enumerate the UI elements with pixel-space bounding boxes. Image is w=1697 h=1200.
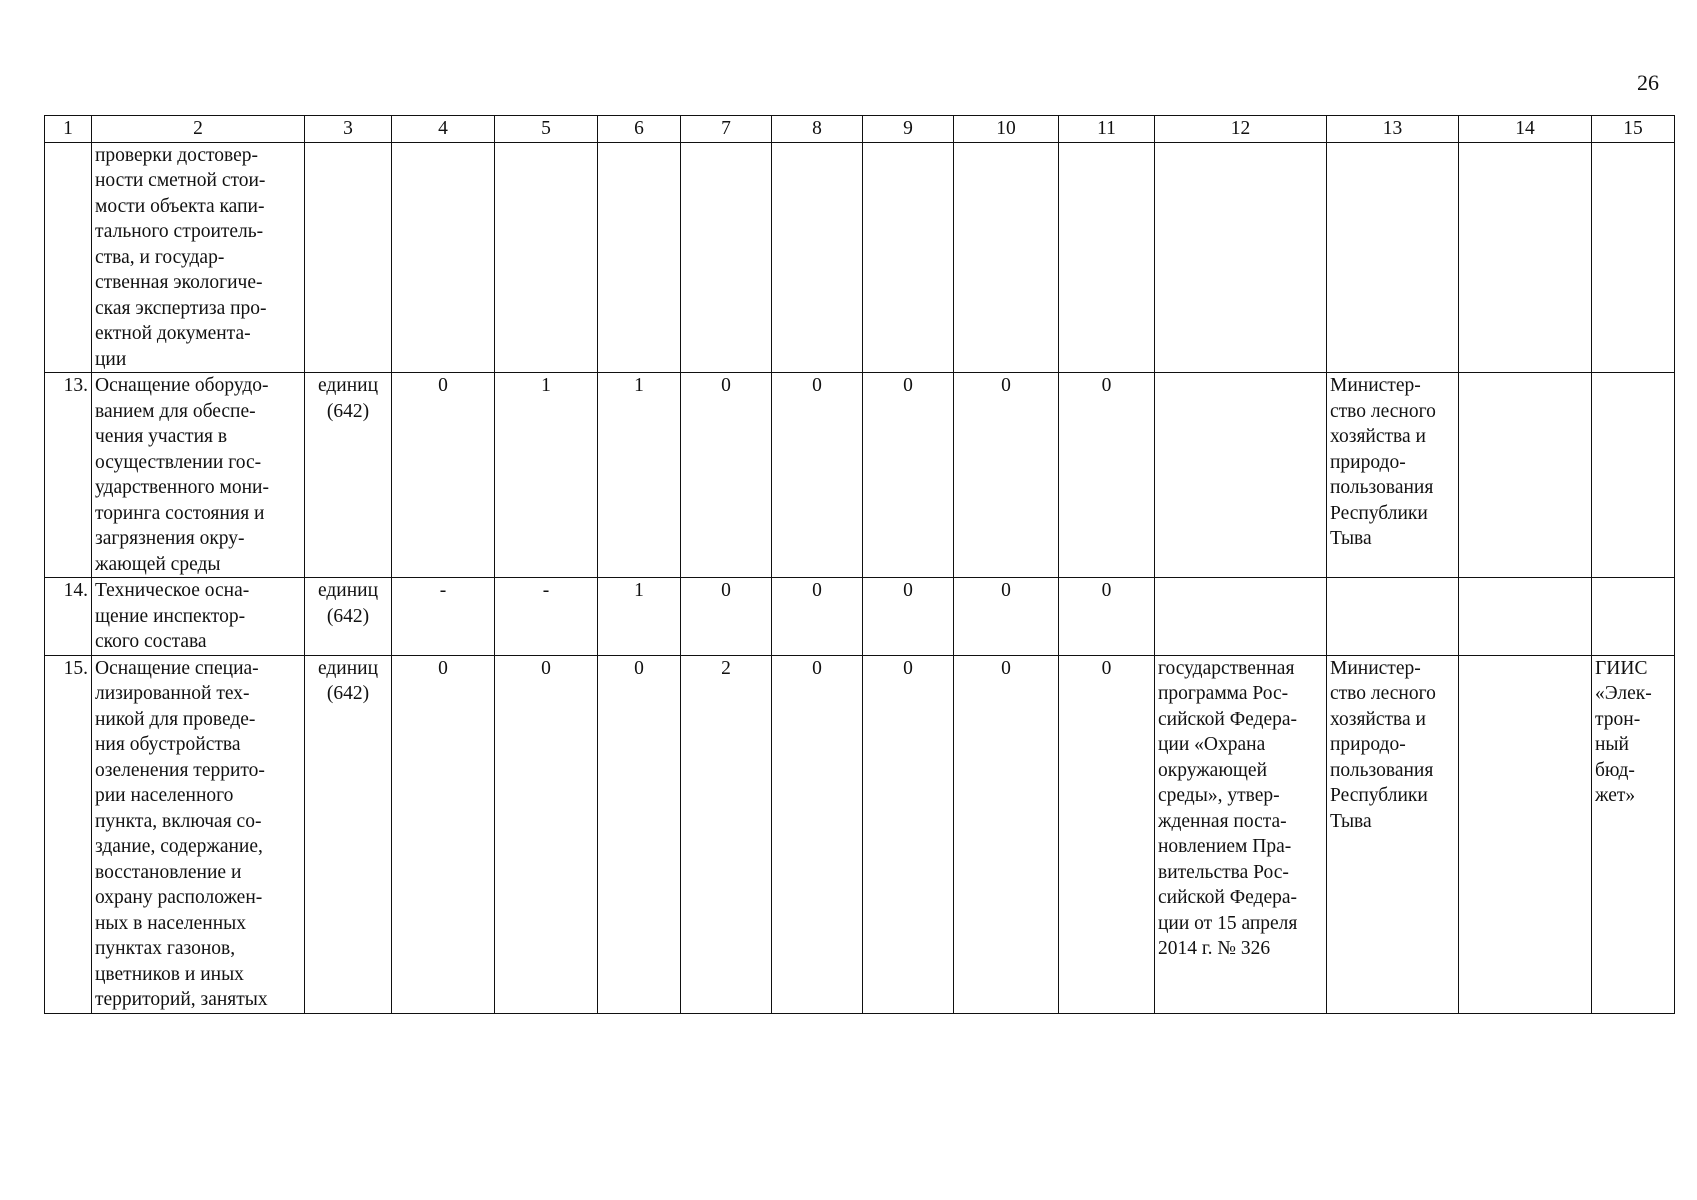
unit-cell — [305, 142, 392, 373]
column-14-cell — [1459, 578, 1592, 656]
value-cell-5: - — [495, 578, 598, 656]
column-header: 12 — [1155, 116, 1327, 143]
column-14-cell — [1459, 142, 1592, 373]
value-cell-6: 0 — [598, 655, 681, 1013]
value-cell-4 — [392, 142, 495, 373]
column-header: 9 — [863, 116, 954, 143]
value-cell-7 — [681, 142, 772, 373]
row-number: 13. — [45, 373, 92, 578]
value-cell-8: 0 — [772, 578, 863, 656]
table-row-13 — [45, 373, 1675, 578]
column-header: 5 — [495, 116, 598, 143]
value-cell-5: 0 — [495, 655, 598, 1013]
program-cell — [1155, 578, 1327, 656]
value-cell-6: 1 — [598, 578, 681, 656]
column-header: 11 — [1059, 116, 1155, 143]
responsible-cell — [1327, 142, 1459, 373]
column-header: 15 — [1592, 116, 1675, 143]
responsible-cell: Министер- ство лесного хозяйства и природо- пользования Республики Тыва — [1327, 655, 1459, 1013]
value-cell-7: 2 — [681, 655, 772, 1013]
value-cell-6: 1 — [598, 373, 681, 578]
column-header: 13 — [1327, 116, 1459, 143]
page-number: 26 — [1637, 70, 1659, 95]
unit-cell: единиц (642) — [305, 655, 392, 1013]
value-cell-7: 0 — [681, 373, 772, 578]
activity-name: проверки достовер- ности сметной стои- мости объекта капи- тального строитель- ства, и государ- ственная экологиче- ская экспертиза про- ектной документа- ции — [92, 142, 305, 373]
value-cell-6 — [598, 142, 681, 373]
value-cell-9: 0 — [863, 578, 954, 656]
system-cell: ГИИС «Элек- трон- ный бюд- жет» — [1592, 655, 1675, 1013]
activity-name: Техническое осна- щение инспектор- ского состава — [92, 578, 305, 656]
value-cell-11: 0 — [1059, 655, 1155, 1013]
value-cell-9: 0 — [863, 655, 954, 1013]
value-cell-10: 0 — [954, 578, 1059, 656]
system-cell — [1592, 373, 1675, 578]
column-header: 6 — [598, 116, 681, 143]
column-header: 8 — [772, 116, 863, 143]
value-cell-10: 0 — [954, 655, 1059, 1013]
value-cell-8: 0 — [772, 655, 863, 1013]
program-cell — [1155, 142, 1327, 373]
value-cell-5 — [495, 142, 598, 373]
activity-name: Оснащение оборудо- ванием для обеспе- чения участия в осуществлении гос- ударственного мони- торинга состояния и загрязнения окру- жающей среды — [92, 373, 305, 578]
column-header: 2 — [92, 116, 305, 143]
system-cell — [1592, 142, 1675, 373]
unit-cell: единиц (642) — [305, 578, 392, 656]
value-cell-9: 0 — [863, 373, 954, 578]
column-header: 4 — [392, 116, 495, 143]
row-number: 14. — [45, 578, 92, 656]
unit-cell: единиц (642) — [305, 373, 392, 578]
header-row — [45, 116, 1675, 143]
row-number: 15. — [45, 655, 92, 1013]
table-row-15 — [45, 655, 1675, 1013]
system-cell — [1592, 578, 1675, 656]
value-cell-8 — [772, 142, 863, 373]
program-cell: государственная программа Рос- сийской Федера- ции «Охрана окружающей среды», утвер- жденная поста- новлением Пра- вительства Рос- сийской Федера- ции от 15 апреля 2014 г. № 326 — [1155, 655, 1327, 1013]
table-row-continuation — [45, 142, 1675, 373]
column-header: 14 — [1459, 116, 1592, 143]
responsible-cell: Министер- ство лесного хозяйства и природо- пользования Республики Тыва — [1327, 373, 1459, 578]
value-cell-8: 0 — [772, 373, 863, 578]
column-header: 1 — [45, 116, 92, 143]
responsible-cell — [1327, 578, 1459, 656]
value-cell-5: 1 — [495, 373, 598, 578]
value-cell-11: 0 — [1059, 373, 1155, 578]
value-cell-4: 0 — [392, 655, 495, 1013]
table-row-14 — [45, 578, 1675, 656]
column-14-cell — [1459, 655, 1592, 1013]
value-cell-10 — [954, 142, 1059, 373]
activity-name: Оснащение специа- лизированной тех- никой для проведе- ния обустройства озеленения террито- рии населенного пункта, включая со- здание, содержание, восстановление и охрану расположен- ных в населенных пунктах газонов, цветников и иных территорий, занятых — [92, 655, 305, 1013]
value-cell-11: 0 — [1059, 578, 1155, 656]
column-14-cell — [1459, 373, 1592, 578]
value-cell-4: 0 — [392, 373, 495, 578]
value-cell-4: - — [392, 578, 495, 656]
row-number — [45, 142, 92, 373]
value-cell-9 — [863, 142, 954, 373]
data-table — [44, 115, 1675, 1014]
column-header: 3 — [305, 116, 392, 143]
value-cell-10: 0 — [954, 373, 1059, 578]
value-cell-7: 0 — [681, 578, 772, 656]
column-header: 10 — [954, 116, 1059, 143]
column-header: 7 — [681, 116, 772, 143]
value-cell-11 — [1059, 142, 1155, 373]
program-cell — [1155, 373, 1327, 578]
